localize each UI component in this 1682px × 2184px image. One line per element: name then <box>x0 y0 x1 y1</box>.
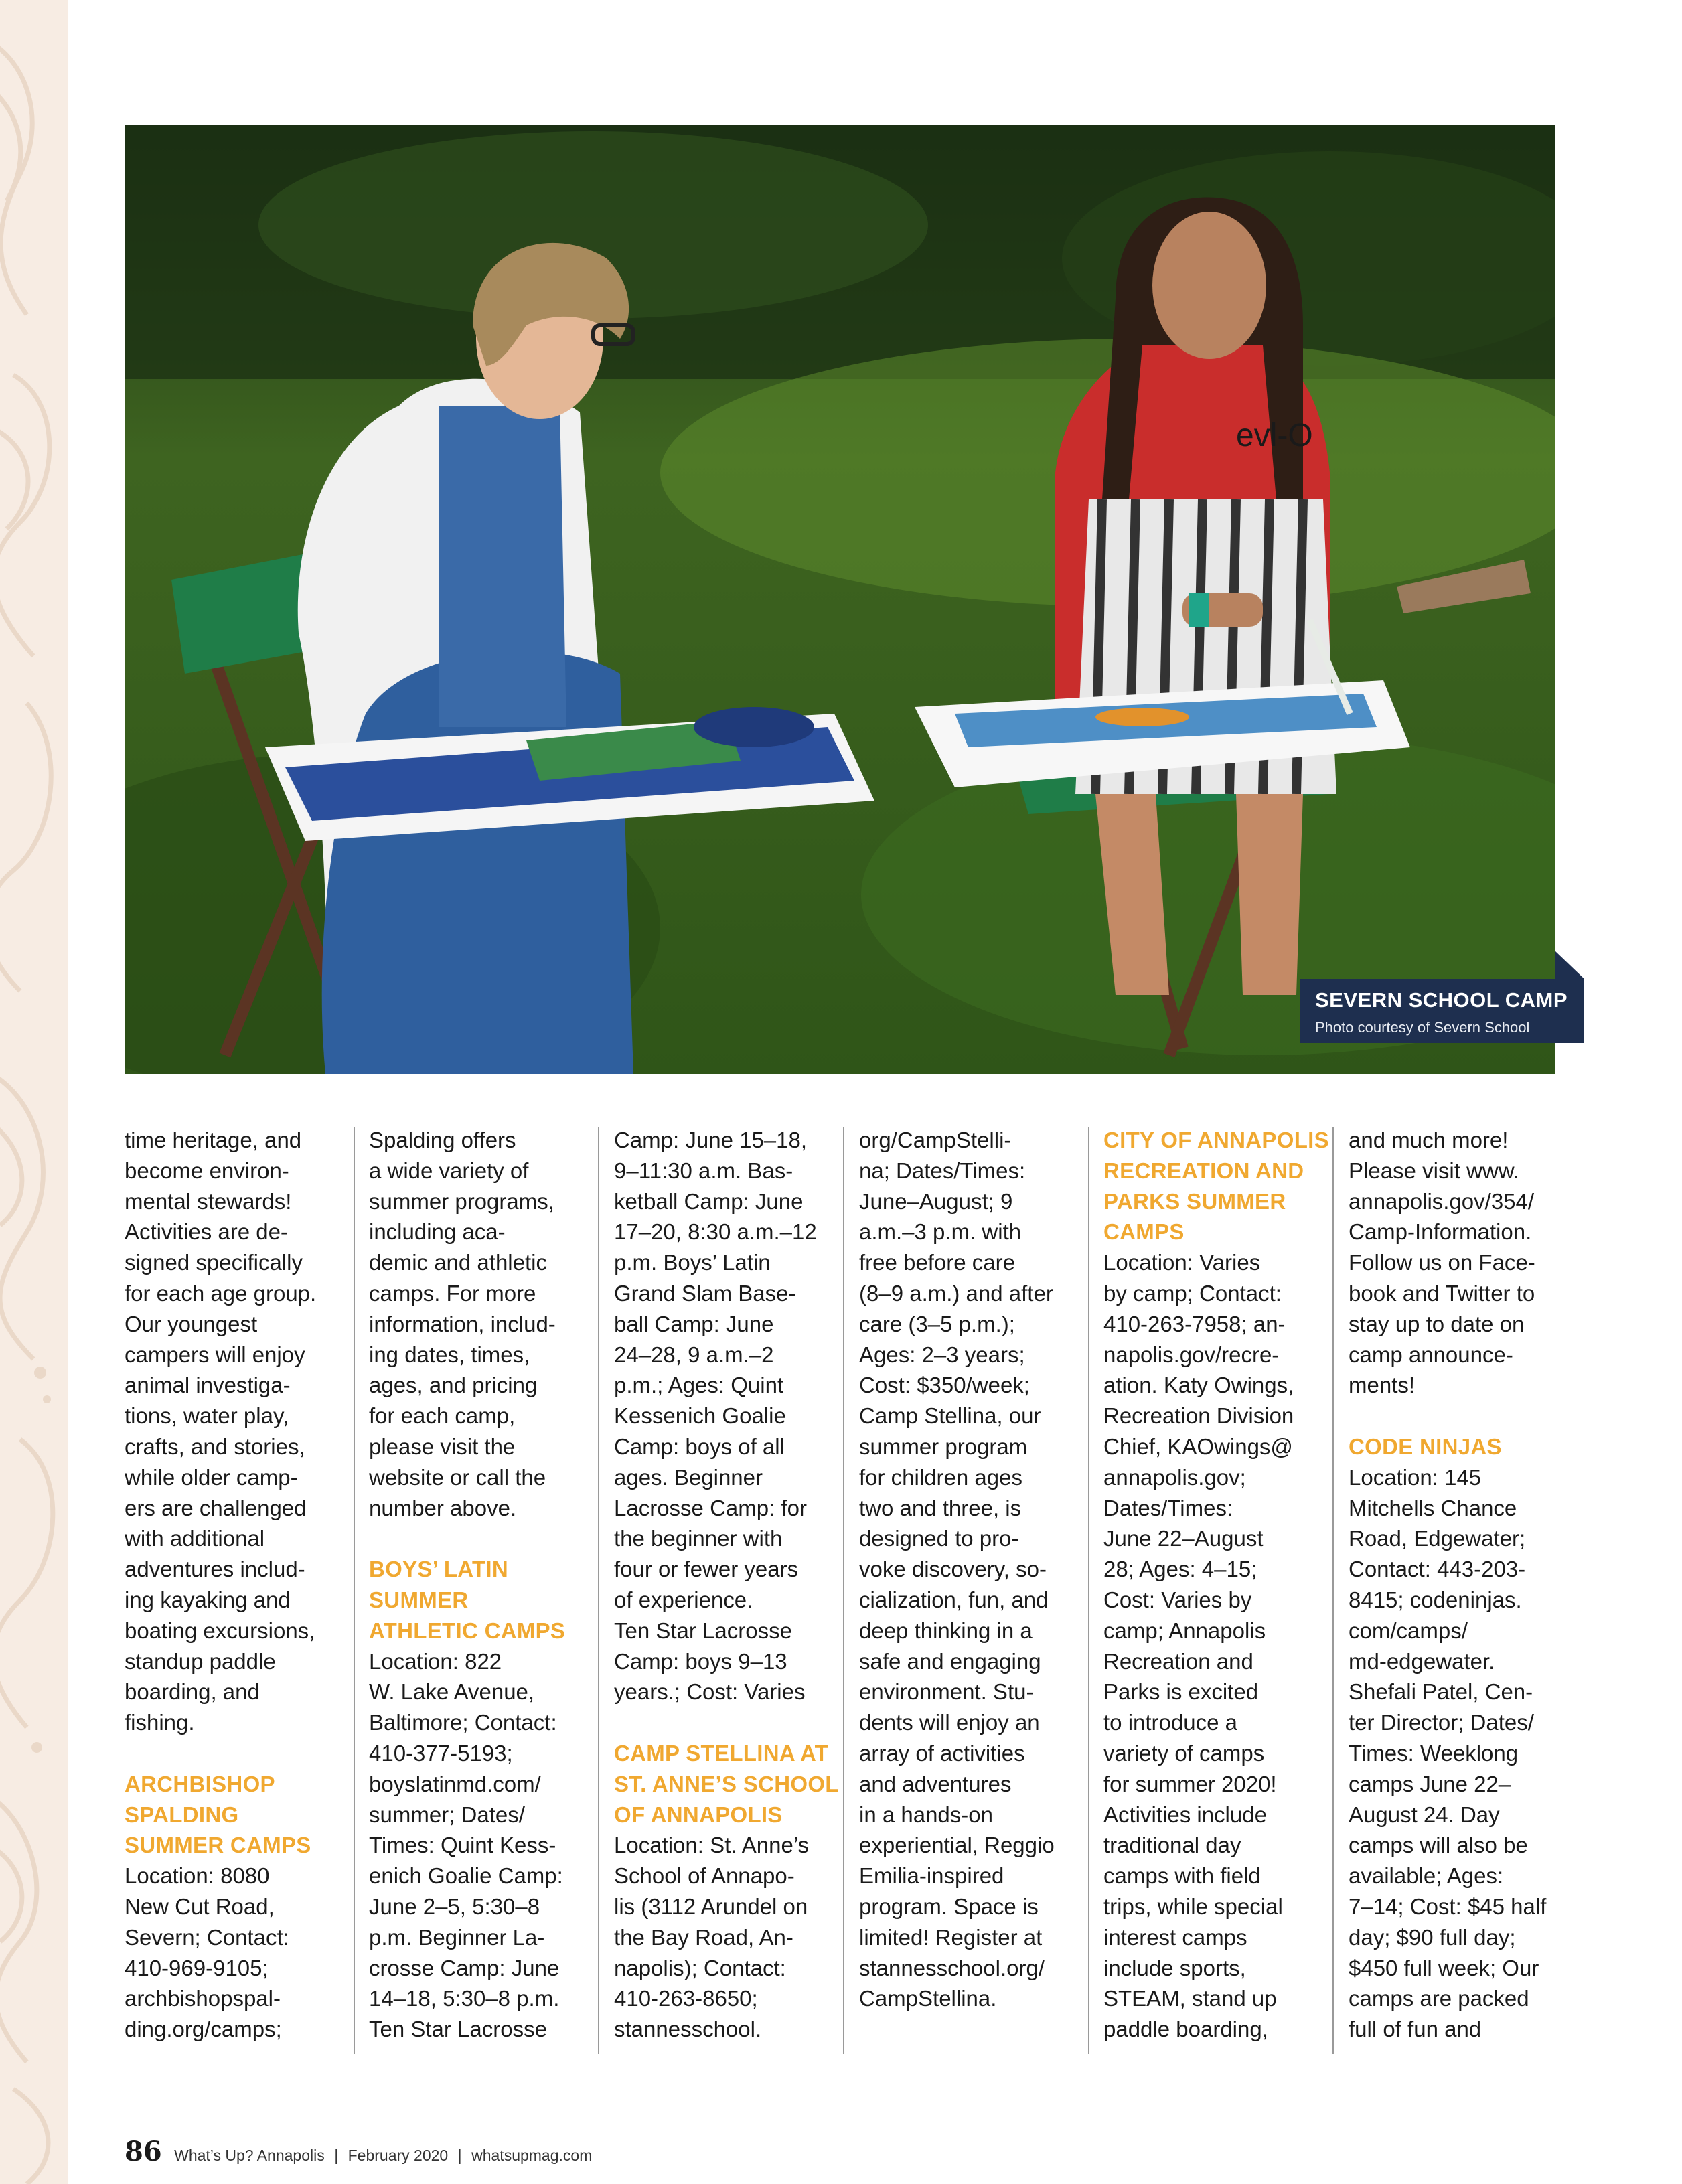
body-text-line: a.m.–3 p.m. with <box>859 1219 1022 1245</box>
body-text-line: please visit the <box>369 1433 516 1459</box>
body-text-line: 8415; codeninjas. <box>1349 1587 1522 1612</box>
body-text-line: Baltimore; Contact: <box>369 1710 557 1735</box>
section-heading-line: SUMMER <box>369 1587 469 1612</box>
body-text-line: ers are challenged <box>125 1495 307 1520</box>
body-text-line: boarding, and <box>125 1679 260 1705</box>
body-text-line: four or fewer years <box>614 1557 799 1582</box>
body-text-line: p.m. Boys’ Latin <box>614 1250 771 1275</box>
body-text-line: Contact: 443-203- <box>1349 1557 1526 1582</box>
body-text-line: 28; Ages: 4–15; <box>1103 1557 1257 1582</box>
body-text-line: Spalding offers <box>369 1127 516 1152</box>
paragraph-gap <box>125 1738 346 1769</box>
body-text-line: summer; Dates/ <box>369 1802 525 1827</box>
body-text-line: and much more! <box>1349 1127 1509 1152</box>
photo-caption <box>1300 979 1584 1043</box>
body-text-line: camps are packed <box>1349 1986 1529 2011</box>
body-text-line: Our youngest <box>125 1311 258 1336</box>
body-text-line: June 2–5, 5:30–8 <box>369 1893 540 1919</box>
body-text-line: Location: 145 <box>1349 1464 1482 1490</box>
body-text-line: array of activities <box>859 1740 1025 1766</box>
body-text-line: include sports, <box>1103 1955 1246 1980</box>
body-text-line: program. Space is <box>859 1893 1039 1919</box>
body-text-line: for each age group. <box>125 1280 317 1306</box>
section-heading-line: PARKS SUMMER <box>1103 1188 1286 1214</box>
body-text-line: stannesschool. <box>614 2017 762 2042</box>
column-divider <box>843 1127 844 2054</box>
section-heading-line: CAMP STELLINA AT <box>614 1740 829 1766</box>
decorative-side-band <box>0 0 68 2184</box>
body-text-line: org/CampStelli- <box>859 1127 1012 1152</box>
page-number: 86 <box>125 2136 162 2167</box>
body-text-line: ball Camp: June <box>614 1311 774 1336</box>
body-text-line: Please visit www. <box>1349 1158 1519 1183</box>
body-text-line: deep thinking in a <box>859 1618 1033 1643</box>
section-heading-line: OF ANNAPOLIS <box>614 1802 783 1827</box>
body-text-line: Activities are de- <box>125 1219 288 1245</box>
body-text-line: 410-969-9105; <box>125 1955 269 1980</box>
section-heading-line: ATHLETIC CAMPS <box>369 1618 566 1643</box>
body-text-line: Camp-Information. <box>1349 1219 1532 1245</box>
body-text-line: ments! <box>1349 1373 1416 1398</box>
body-text-line: Camp: boys of all <box>614 1433 785 1459</box>
body-text-line: care (3–5 p.m.); <box>859 1311 1015 1336</box>
body-text-line: na; Dates/Times: <box>859 1158 1026 1183</box>
body-text-line: book and Twitter to <box>1349 1280 1535 1306</box>
body-text-line: enich Goalie Camp: <box>369 1863 563 1889</box>
body-text-line: stay up to date on <box>1349 1311 1525 1336</box>
body-text-line: June 22–August <box>1103 1526 1264 1551</box>
body-text-line: variety of camps <box>1103 1740 1265 1766</box>
body-text-line: paddle boarding, <box>1103 2017 1268 2042</box>
body-text-line: tions, water play, <box>125 1403 289 1429</box>
text-column-1 <box>125 1125 346 2045</box>
section-heading-line: SUMMER CAMPS <box>125 1832 311 1858</box>
body-text-line: ation. Katy Owings, <box>1103 1373 1294 1398</box>
body-text-line: in a hands-on <box>859 1802 993 1827</box>
body-text-line: camps with field <box>1103 1863 1261 1889</box>
section-heading-line: CITY OF ANNAPOLIS <box>1103 1127 1329 1152</box>
body-text-line: limited! Register at <box>859 1924 1043 1950</box>
body-text-line: Times: Quint Kess- <box>369 1832 556 1858</box>
column-divider <box>1088 1127 1089 2054</box>
body-text-line: Recreation and <box>1103 1648 1253 1674</box>
body-text-line: environment. Stu- <box>859 1679 1034 1705</box>
body-text-line: napolis.gov/recre- <box>1103 1342 1280 1367</box>
body-text-line: Recreation Division <box>1103 1403 1294 1429</box>
body-text-line: free before care <box>859 1250 1015 1275</box>
body-text-line: Road, Edgewater; <box>1349 1526 1526 1551</box>
camp-photo-illustration <box>125 125 1555 1074</box>
body-text-line: trips, while special <box>1103 1893 1283 1919</box>
body-text-line: Ages: 2–3 years; <box>859 1342 1025 1367</box>
body-text-line: a wide variety of <box>369 1158 529 1183</box>
paragraph-gap <box>1349 1401 1570 1431</box>
body-text-line: archbishopspal- <box>125 1986 281 2011</box>
body-text-line: summer programs, <box>369 1188 554 1214</box>
body-text-line: md-edgewater. <box>1349 1648 1495 1674</box>
body-text-line: by camp; Contact: <box>1103 1280 1282 1306</box>
body-text-line: designed to pro- <box>859 1526 1019 1551</box>
body-text-line: August 24. Day <box>1349 1802 1500 1827</box>
body-text-line: experiential, Reggio <box>859 1832 1055 1858</box>
body-text-line: camp announce- <box>1349 1342 1513 1367</box>
paragraph-gap <box>369 1523 590 1554</box>
footer-separator: | <box>457 2147 462 2164</box>
body-text-line: June–August; 9 <box>859 1188 1013 1214</box>
body-text-line: ing kayaking and <box>125 1587 291 1612</box>
body-text-line: boyslatinmd.com/ <box>369 1771 541 1796</box>
body-text-line: 24–28, 9 a.m.–2 <box>614 1342 774 1367</box>
body-text-line: $450 full week; Our <box>1349 1955 1539 1980</box>
body-text-line: boating excursions, <box>125 1618 315 1643</box>
body-text-line: number above. <box>369 1495 517 1520</box>
body-text-line: the beginner with <box>614 1526 783 1551</box>
body-text-line: Grand Slam Base- <box>614 1280 796 1306</box>
body-text-line: ages. Beginner <box>614 1464 763 1490</box>
body-text-line: camps June 22– <box>1349 1771 1511 1796</box>
body-text-line: campers will enjoy <box>125 1342 305 1367</box>
section-heading-line: RECREATION AND <box>1103 1158 1304 1183</box>
body-text-line: Location: 822 <box>369 1648 502 1674</box>
body-text-line: available; Ages: <box>1349 1863 1504 1889</box>
body-text-line: annapolis.gov/354/ <box>1349 1188 1535 1214</box>
body-text-line: safe and engaging <box>859 1648 1041 1674</box>
body-text-line: p.m.; Ages: Quint <box>614 1373 784 1398</box>
body-text-line: annapolis.gov; <box>1103 1464 1246 1490</box>
text-column-3 <box>614 1125 839 2045</box>
page-footer <box>125 2136 592 2169</box>
body-text-line: Emilia-inspired <box>859 1863 1004 1889</box>
section-heading-line: ARCHBISHOP <box>125 1771 275 1796</box>
body-text-line: ter Director; Dates/ <box>1349 1710 1534 1735</box>
body-text-line: Ten Star Lacrosse <box>614 1618 792 1643</box>
body-text-line: 410-263-8650; <box>614 1986 758 2011</box>
body-text-line: Kessenich Goalie <box>614 1403 786 1429</box>
body-text-line: New Cut Road, <box>125 1893 275 1919</box>
body-text-line: STEAM, stand up <box>1103 1986 1277 2011</box>
topographic-pattern <box>0 0 68 2184</box>
body-text-line: while older camp- <box>125 1464 298 1490</box>
body-text-line: W. Lake Avenue, <box>369 1679 535 1705</box>
body-text-line: Camp: boys 9–13 <box>614 1648 787 1674</box>
body-text-line: cialization, fun, and <box>859 1587 1049 1612</box>
footer-separator: | <box>334 2147 339 2164</box>
body-text-line: summer program <box>859 1433 1028 1459</box>
body-text-line: napolis); Contact: <box>614 1955 786 1980</box>
body-text-line: p.m. Beginner La- <box>369 1924 545 1950</box>
body-text-line: School of Annapo- <box>614 1863 795 1889</box>
column-divider <box>1332 1127 1334 2054</box>
website-link[interactable]: whatsupmag.com <box>471 2147 593 2164</box>
body-text-line: ing dates, times, <box>369 1342 530 1367</box>
body-text-line: dents will enjoy an <box>859 1710 1040 1735</box>
body-text-line: ketball Camp: June <box>614 1188 804 1214</box>
body-text-line: 17–20, 8:30 a.m.–12 <box>614 1219 817 1245</box>
body-text-line: Parks is excited <box>1103 1679 1259 1705</box>
body-text-line: lis (3112 Arundel on <box>614 1893 808 1919</box>
body-text-line: the Bay Road, An- <box>614 1924 793 1950</box>
body-text-line: with additional <box>125 1526 265 1551</box>
body-text-line: Cost: Varies by <box>1103 1587 1252 1612</box>
body-text-line: full of fun and <box>1349 2017 1482 2042</box>
body-text-line: stannesschool.org/ <box>859 1955 1045 1980</box>
body-text-line: 410-377-5193; <box>369 1740 513 1766</box>
body-text-line: website or call the <box>369 1464 546 1490</box>
body-text-line: Shefali Patel, Cen- <box>1349 1679 1533 1705</box>
body-text-line: of experience. <box>614 1587 753 1612</box>
body-text-line: Ten Star Lacrosse <box>369 2017 547 2042</box>
section-heading-line: ST. ANNE’S SCHOOL <box>614 1771 839 1796</box>
body-text-line: Activities include <box>1103 1802 1267 1827</box>
body-text-line: Mitchells Chance <box>1349 1495 1517 1520</box>
body-text-line: mental stewards! <box>125 1188 292 1214</box>
body-text-line: years.; Cost: Varies <box>614 1679 806 1705</box>
body-text-line: Follow us on Face- <box>1349 1250 1535 1275</box>
body-text-line: Location: 8080 <box>125 1863 270 1889</box>
paragraph-gap <box>614 1707 835 1738</box>
body-text-line: adventures includ- <box>125 1557 305 1582</box>
hero-photo <box>125 125 1555 1074</box>
body-text-line: Lacrosse Camp: for <box>614 1495 807 1520</box>
body-text-line: Dates/Times: <box>1103 1495 1233 1520</box>
column-divider <box>598 1127 599 2054</box>
body-text-line: traditional day <box>1103 1832 1241 1858</box>
body-text-line: two and three, is <box>859 1495 1022 1520</box>
body-text-line: 9–11:30 a.m. Bas- <box>614 1158 793 1183</box>
body-text-line: (8–9 a.m.) and after <box>859 1280 1053 1306</box>
body-text-line: and adventures <box>859 1771 1012 1796</box>
body-text-line: ages, and pricing <box>369 1373 538 1398</box>
body-text-line: camp; Annapolis <box>1103 1618 1266 1643</box>
body-text-line: CampStellina. <box>859 1986 997 2011</box>
publication-name: What’s Up? Annapolis <box>174 2147 325 2164</box>
body-text-line: for each camp, <box>369 1403 516 1429</box>
body-text-line: become environ- <box>125 1158 289 1183</box>
body-text-line: for children ages <box>859 1464 1022 1490</box>
body-text-line: ding.org/camps; <box>125 2017 282 2042</box>
shirt-lettering: evl-O <box>1236 418 1313 453</box>
body-text-line: com/camps/ <box>1349 1618 1468 1643</box>
body-text-line: information, includ- <box>369 1311 556 1336</box>
text-column-5 <box>1103 1125 1329 2045</box>
body-text-line: day; $90 full day; <box>1349 1924 1516 1950</box>
body-text-line: 7–14; Cost: $45 half <box>1349 1893 1547 1919</box>
text-column-4 <box>859 1125 1080 2014</box>
body-text-line: 410-263-7958; an- <box>1103 1311 1286 1336</box>
body-text-line: voke discovery, so- <box>859 1557 1047 1582</box>
body-text-line: Times: Weeklong <box>1349 1740 1519 1766</box>
body-text-line: Location: St. Anne’s <box>614 1832 810 1858</box>
body-text-line: Severn; Contact: <box>125 1924 289 1950</box>
text-column-6 <box>1349 1125 1570 2045</box>
body-text-line: Location: Varies <box>1103 1250 1261 1275</box>
column-divider <box>354 1127 355 2054</box>
caption-corner-flap <box>1555 951 1584 979</box>
body-text-line: camps. For more <box>369 1280 536 1306</box>
body-text-line: signed specifically <box>125 1250 303 1275</box>
body-text-line: time heritage, and <box>125 1127 302 1152</box>
body-text-line: fishing. <box>125 1710 195 1735</box>
body-text-line: demic and athletic <box>369 1250 547 1275</box>
body-text-line: camps will also be <box>1349 1832 1528 1858</box>
body-text-line: standup paddle <box>125 1648 276 1674</box>
issue-date: February 2020 <box>348 2147 449 2164</box>
section-heading-line: SPALDING <box>125 1802 239 1827</box>
body-text-line: Cost: $350/week; <box>859 1373 1030 1398</box>
body-text-line: Chief, KAOwings@ <box>1103 1433 1293 1459</box>
body-text-line: including aca- <box>369 1219 506 1245</box>
body-text-line: Camp Stellina, our <box>859 1403 1041 1429</box>
section-heading-line: CAMPS <box>1103 1219 1184 1245</box>
body-text-line: crafts, and stories, <box>125 1433 305 1459</box>
caption-credit: Photo courtesy of Severn School <box>1315 1019 1530 1036</box>
body-text-line: for summer 2020! <box>1103 1771 1277 1796</box>
body-text-line: 14–18, 5:30–8 p.m. <box>369 1986 560 2011</box>
body-text-line: interest camps <box>1103 1924 1247 1950</box>
caption-title: SEVERN SCHOOL CAMP <box>1315 988 1568 1012</box>
body-text-line: Camp: June 15–18, <box>614 1127 808 1152</box>
section-heading-line: CODE NINJAS <box>1349 1433 1502 1459</box>
body-text-line: crosse Camp: June <box>369 1955 560 1980</box>
body-text-line: animal investiga- <box>125 1373 291 1398</box>
section-heading-line: BOYS’ LATIN <box>369 1557 509 1582</box>
text-column-2 <box>369 1125 590 2045</box>
body-text-line: to introduce a <box>1103 1710 1237 1735</box>
